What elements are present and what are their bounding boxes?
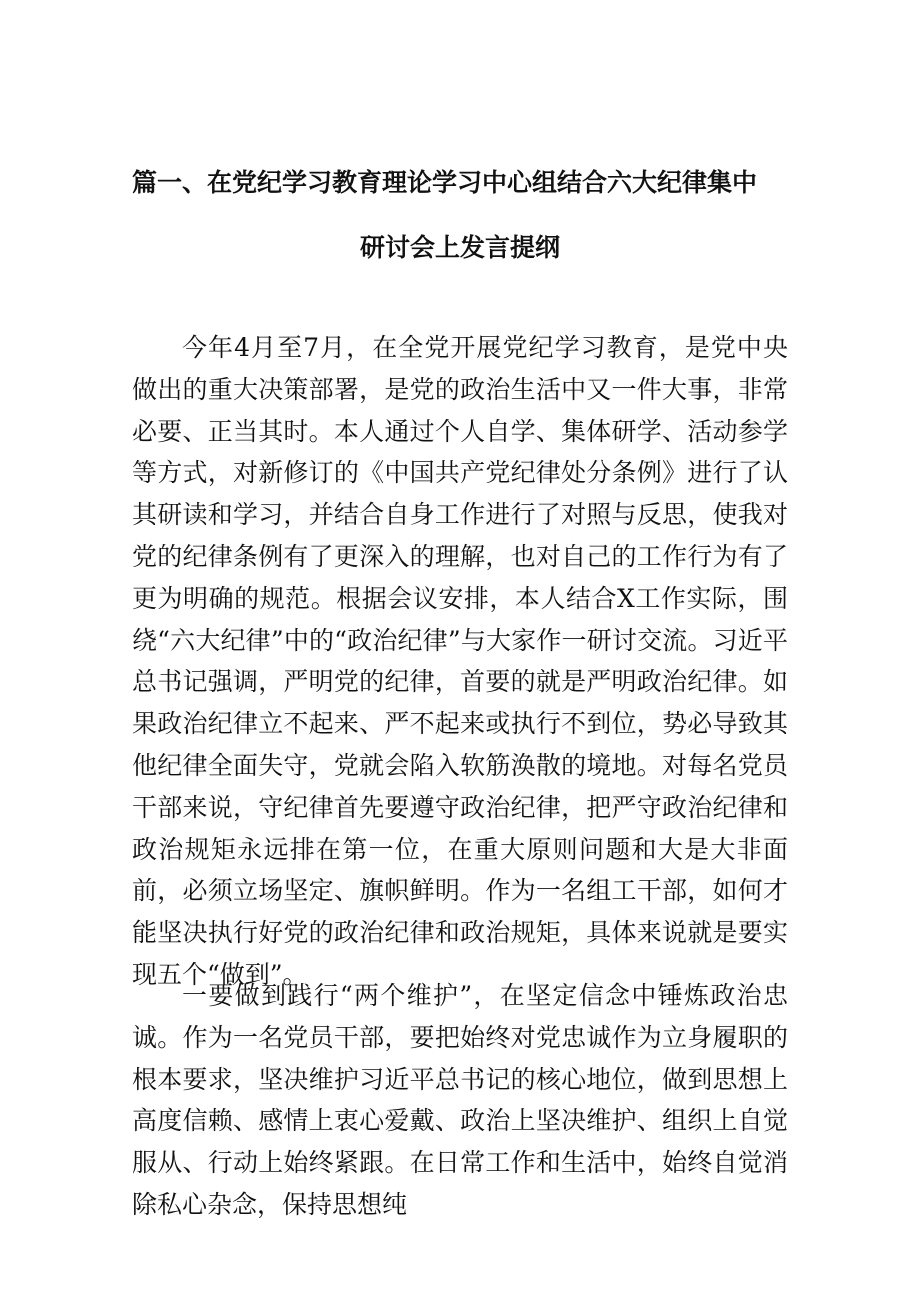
body-paragraph-1: 今年4月至7月，在全党开展党纪学习教育，是党中央做出的重大决策部署，是党的政治生活中又一件大事，非常必要、正当其时。本人通过个人自学、集体研学、活动参学等方式，对新修订的《中国共产党纪律处分条例》进行了认其研读和学习，并结合自身工作进行了对照与反思，使我对党的纪律条例有了更深入的理解，也对自己的工作行为有了更为明确的规范。根据会议安排，本人结合X工作实际，围绕“六大纪律”中的“政治纪律”与大家作一研讨交流。习近平总书记强调，严明党的纪律，首要的就是严明政治纪律。如果政治纪律立不起来、严不起来或执行不到位，势必导致其他纪律全面失守，党就会陷入软筋涣散的境地。对每名党员干部来说，守纪律首先要遵守政治纪律，把严守政治纪律和政治规矩永远排在第一位，在重大原则问题和大是大非面前，必须立场坚定、旗帜鲜明。作为一名组工干部，如何才能坚决执行好党的政治纪律和政治规矩，具体来说就是要实现五个“做到”。 [132, 333, 788, 989]
document-title-line-1: 篇一、在党纪学习教育理论学习中心组结合六大纪律集中 [132, 168, 758, 197]
document-title-line-2: 研讨会上发言提纲 [359, 233, 560, 262]
body-paragraph-2: 一要做到践行“两个维护”，在坚定信念中锤炼政治忠诚。作为一名党员干部，要把始终对党忠诚作为立身履职的根本要求，坚决维护习近平总书记的核心地位，做到思想上高度信赖、感情上衷心爱戴、政治上坚决维护、组织上自觉服从、行动上始终紧跟。在日常工作和生活中，始终自觉消除私心杂念，保持思想纯 [132, 981, 788, 1219]
